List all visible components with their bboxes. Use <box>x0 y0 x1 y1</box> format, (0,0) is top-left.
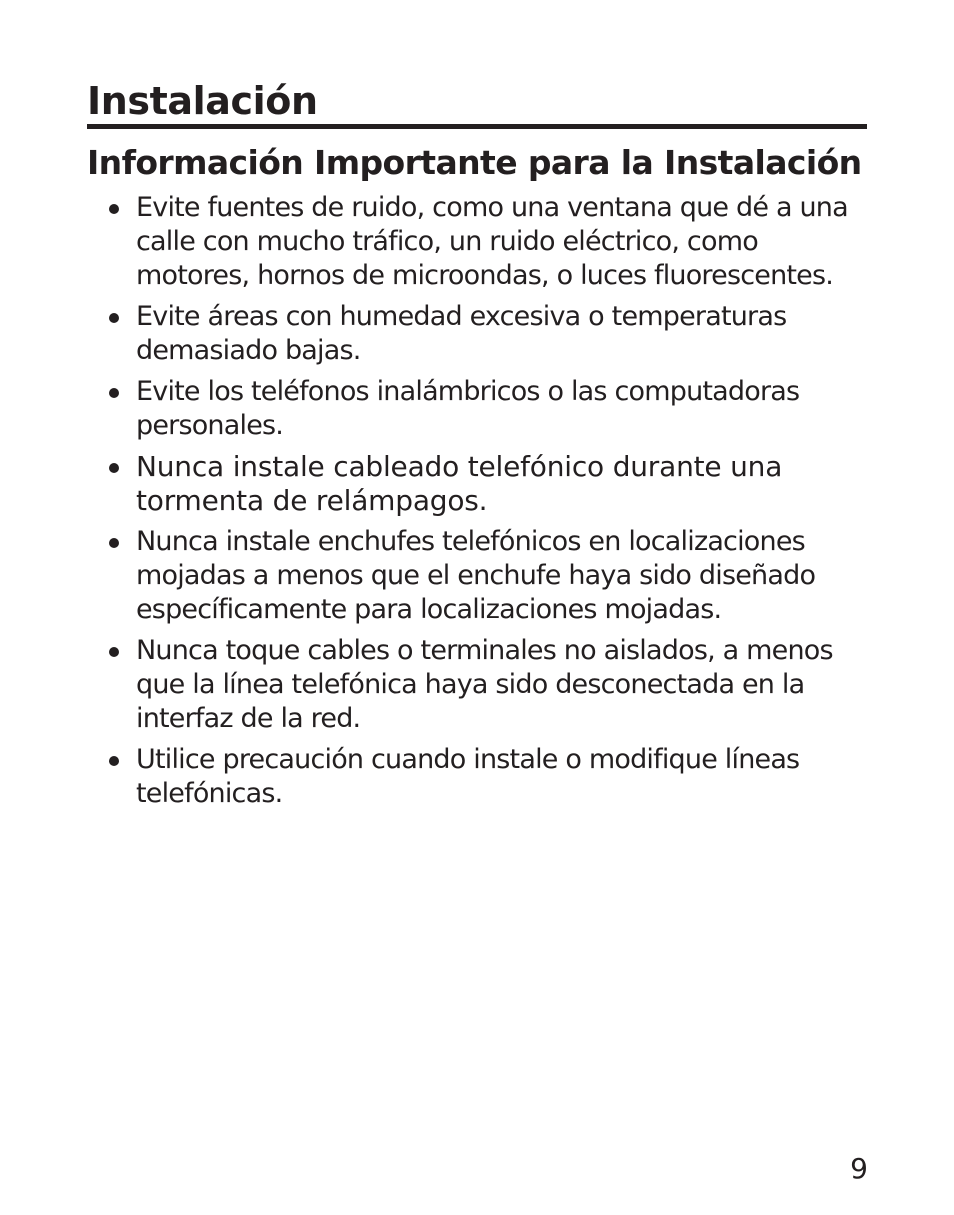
bullet-icon <box>109 463 119 473</box>
bullet-icon <box>109 388 119 398</box>
bullet-icon <box>109 313 119 323</box>
bullet-icon <box>109 647 119 657</box>
list-item-text: Evite los teléfonos inalámbricos o las computadoras personales. <box>136 376 800 441</box>
list-item-text: Nunca instale cableado telefónico durante una tormenta de relámpagos. <box>136 450 783 517</box>
list-item-text: Nunca toque cables o terminales no aislados, a menos que la línea telefónica haya sido desconectada en la interfaz de la red. <box>136 635 833 734</box>
section-title: Instalación <box>87 78 867 129</box>
list-item <box>87 743 867 811</box>
list-item-text: Nunca instale enchufes telefónicos en localizaciones mojadas a menos que el enchufe haya sido diseñado específicamente para localizaciones mojadas. <box>136 526 816 625</box>
list-item <box>87 525 867 627</box>
bullet-icon <box>109 756 119 766</box>
list-item <box>87 191 867 293</box>
page-number: 9 <box>850 1152 868 1185</box>
list-item <box>87 450 867 518</box>
subtitle: Información Importante para la Instalación <box>87 143 862 182</box>
bullet-list <box>87 191 867 811</box>
list-item-text: Utilice precaución cuando instale o modifique líneas telefónicas. <box>136 744 800 809</box>
list-item-text: Evite fuentes de ruido, como una ventana que dé a una calle con mucho tráfico, un ruido eléctrico, como motores, hornos de microondas, o luces fluorescentes. <box>136 192 848 291</box>
bullet-icon <box>109 538 119 548</box>
list-item <box>87 375 867 443</box>
list-item-text: Evite áreas con humedad excesiva o temperaturas demasiado bajas. <box>136 301 787 366</box>
bullet-icon <box>109 204 119 214</box>
list-item <box>87 300 867 368</box>
page-content <box>87 78 867 818</box>
list-item <box>87 634 867 736</box>
